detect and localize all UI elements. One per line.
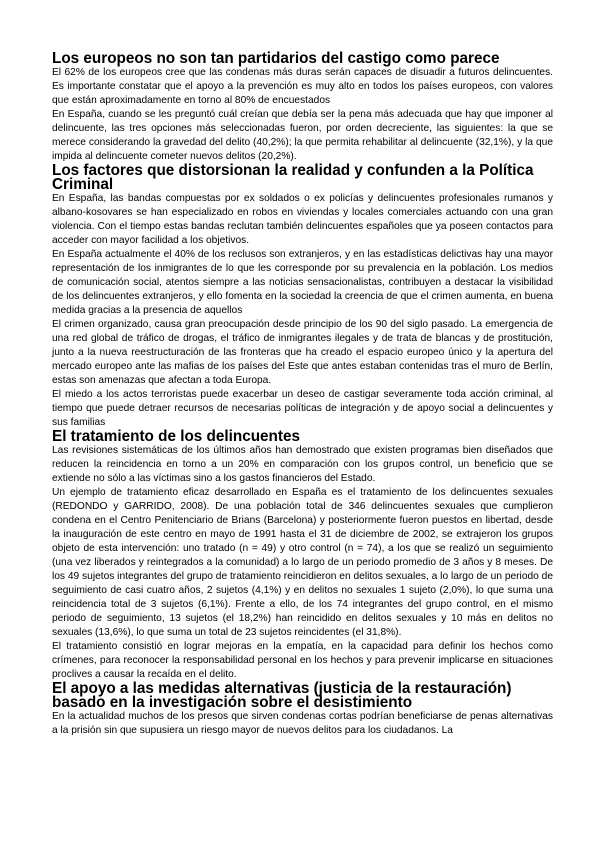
paragraph: En España, las bandas compuestas por ex soldados o ex policías y delincuentes profesionales rumanos y albano-kosovares se han especializado en robos en viviendas y locales comerciales actuando con una gran violencia. Con el tiempo estas bandas reclutan también delincuentes españoles que ya poseen contactos para acceder con mayor facilidad a los objetivos. — [52, 193, 553, 246]
paragraph: El tratamiento consistió en lograr mejoras en la empatía, en la capacidad para definir los hechos como crímenes, para reconocer la responsabilidad personal en los hechos y para prevenir implicarse en situaciones proclives a causar la recaída en el delito. — [52, 641, 553, 680]
section-heading: Los europeos no son tan partidarios del castigo como parece — [52, 50, 500, 67]
paragraph: En España, cuando se les preguntó cuál creían que debía ser la pena más adecuada que hay que imponer al delincuente, las tres opciones más seleccionadas fueron, por orden decreciente, las siguientes: la que se merece considerando la gravedad del delito (40,2%); la que permita rehabilitar al delincuente (32,1%), y la que impida al delincuente cometer nuevos delitos (20,2%). — [52, 109, 553, 162]
section-heading: Los factores que distorsionan la realidad y confunden a la Política Criminal — [52, 162, 534, 193]
paragraph: El miedo a los actos terroristas puede exacerbar un deseo de castigar severamente toda acción criminal, al tiempo que puede detraer recursos de necesarias políticas de integración y de apoyo social a delincuentes y sus familias — [52, 389, 553, 428]
paragraph: El crimen organizado, causa gran preocupación desde principio de los 90 del siglo pasado. La emergencia de una red global de tráfico de drogas, el tráfico de inmigrantes ilegales y de trata de blancas y de prostitución, junto a la nueva reestructuración de las fronteras que ha creado el espacio europeo único y la apertura del mercado europeo ante las mafias de los países del Este que antes estaban contenidas tras el muro de Berlín, estas son amenazas que afectan a toda Europa. — [52, 319, 553, 386]
paragraph: Un ejemplo de tratamiento eficaz desarrollado en España es el tratamiento de los delincuentes sexuales (REDONDO y GARRIDO, 2008). De una población total de 346 delincuentes sexuales que cumplieron condena en el Centro Penitenciario de Brians (Barcelona) y posteriormente fueron puestos en libertad, desde la inauguración de este centro en mayo de 1991 hasta el 31 de diciembre de 2002, se extrajeron los grupos objeto de esta intervención: uno tratado (n = 49) y otro control (n = 74), a los que se realizó un seguimiento (una vez liberados y reintegrados a la comunidad) a lo largo de un periodo promedio de 3 años y 8 meses. De los 49 sujetos integrantes del grupo de tratamiento reincidieron en delitos sexuales, a lo largo de un periodo de seguimiento de casi cuatro años, 2 sujetos (4,1%) y en delitos no sexuales 1 sujeto (2,0%), lo que suma una reincidencia total de 3 sujetos (6,1%). Frente a ello, de los 74 integrantes del grupo control, en el mismo periodo de seguimiento, 13 sujetos (el 18,2%) han reincidido en delitos sexuales y 10 más en delitos no sexuales (13,6%), lo que suma un total de 23 sujetos reincidentes (el 31,8%). — [52, 487, 553, 638]
section-heading: El tratamiento de los delincuentes — [52, 428, 300, 445]
paragraph: Las revisiones sistemáticas de los últimos años han demostrado que existen programas bien diseñados que reducen la reincidencia en torno a un 20% en comparación con los grupos control, un beneficio que se extiende no sólo a las víctimas sino a los gastos financieros del Estado. — [52, 445, 553, 484]
paragraph: El 62% de los europeos cree que las condenas más duras serán capaces de disuadir a futuros delincuentes. Es importante constatar que el apoyo a la prevención es muy alto en todos los países europeos, con valores que están aproximadamente en torno al 80% de encuestados — [52, 67, 553, 106]
paragraph: En la actualidad muchos de los presos que sirven condenas cortas podrían beneficiarse de penas alternativas a la prisión sin que supusiera un riesgo mayor de nuevos delitos para los ciudadanos. La — [52, 711, 553, 736]
paragraph: En España actualmente el 40% de los reclusos son extranjeros, y en las estadísticas delictivas hay una mayor representación de los inmigrantes de lo que les corresponde por su prevalencia en la población. Los medios de comunicación social, atentos siempre a las noticias sensacionalistas, contribuyen a destacar la visibilidad de los delincuentes extranjeros, y ello fomenta en la sociedad la creencia de que el crimen aumenta, en buena medida gracias a la presencia de aquellos — [52, 249, 553, 316]
document-page — [52, 52, 553, 738]
section-heading: El apoyo a las medidas alternativas (justicia de la restauración) basado en la investigación sobre el desistimiento — [52, 680, 512, 711]
